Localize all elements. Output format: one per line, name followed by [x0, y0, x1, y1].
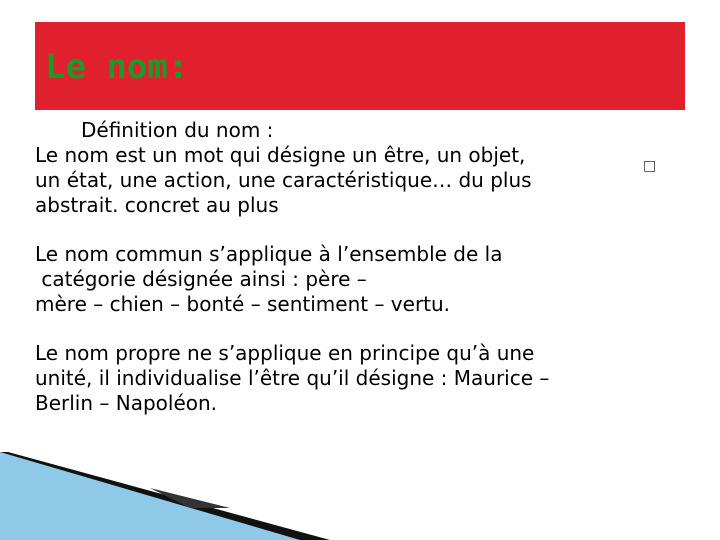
paragraph-line: mère – chien – bonté – sentiment – vertu. [35, 292, 451, 316]
slide-title: Le nom: [45, 47, 189, 87]
bullet-box-icon: □ [643, 158, 657, 174]
definition-heading: Définition du nom : [81, 118, 274, 142]
paragraph-line: un état, une action, une caractéristique… du plus [35, 168, 532, 192]
paragraph-line: Berlin – Napoléon. [35, 391, 218, 415]
paragraph-line: unité, il individualise l’être qu’il désigne : Maurice – [35, 366, 550, 390]
paragraph-line: catégorie désignée ainsi : père – [35, 267, 367, 291]
paragraph-line: Le nom commun s’applique à l’ensemble de la [35, 242, 503, 266]
paragraph-line: Le nom est un mot qui désigne un être, un objet, [35, 143, 526, 167]
paragraph-line: Le nom propre ne s’applique en principe qu’à une [35, 341, 535, 365]
paragraph-line: abstrait. concret au plus [35, 193, 279, 217]
